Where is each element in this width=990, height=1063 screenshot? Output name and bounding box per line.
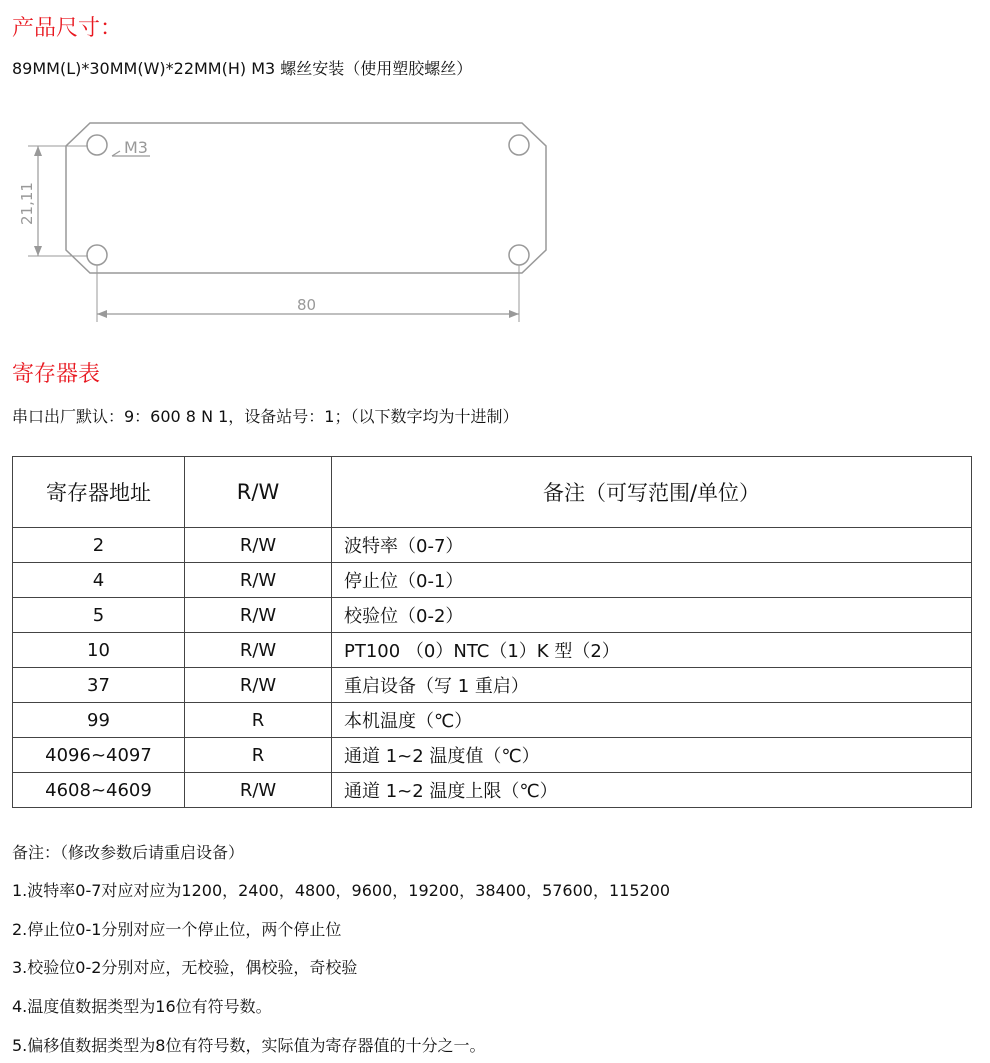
cell-rw: R/W <box>185 563 332 598</box>
notes-title: 备注：（修改参数后请重启设备） <box>12 843 245 862</box>
table-row <box>13 738 972 773</box>
cell-address: 5 <box>13 598 185 633</box>
cell-note: 校验位（0-2） <box>332 598 972 633</box>
cell-note: 停止位（0-1） <box>332 563 972 598</box>
cell-note: 波特率（0-7） <box>332 528 972 563</box>
size-spec: 89MM(L)*30MM(W)*22MM(H) M3 螺丝安装（使用塑胶螺丝） <box>12 59 473 78</box>
cell-address: 4608~4609 <box>13 773 185 808</box>
note-item: 4.温度值数据类型为16位有符号数。 <box>12 997 272 1016</box>
mount-hole-top-left <box>87 135 107 155</box>
table-header-row <box>13 457 972 528</box>
serial-default-info: 串口出厂默认：9：600 8 N 1，设备站号：1；（以下数字均为十进制） <box>12 407 519 426</box>
mount-hole-bottom-left <box>87 245 107 265</box>
cell-note: PT100 （0）NTC（1）K 型（2） <box>332 633 972 668</box>
note-item: 5.偏移值数据类型为8位有符号数，实际值为寄存器值的十分之一。 <box>12 1036 486 1055</box>
cell-rw: R/W <box>185 668 332 703</box>
header-rw: R/W <box>185 457 332 528</box>
table-row <box>13 563 972 598</box>
cell-note: 重启设备（写 1 重启） <box>332 668 972 703</box>
mount-hole-bottom-right <box>509 245 529 265</box>
cell-rw: R <box>185 703 332 738</box>
cell-rw: R/W <box>185 598 332 633</box>
hole-label: M3 <box>124 138 148 157</box>
register-heading: 寄存器表 <box>12 362 101 387</box>
header-address: 寄存器地址 <box>13 457 185 528</box>
cell-rw: R/W <box>185 633 332 668</box>
height-dimension: 21,11 <box>18 182 36 225</box>
note-item: 3.校验位0-2分别对应，无校验，偶校验，奇校验 <box>12 958 358 977</box>
cell-address: 4096~4097 <box>13 738 185 773</box>
mount-hole-top-right <box>509 135 529 155</box>
cell-address: 99 <box>13 703 185 738</box>
width-dimension: 80 <box>297 296 317 314</box>
cell-note: 本机温度（℃） <box>332 703 972 738</box>
cell-address: 2 <box>13 528 185 563</box>
table-row <box>13 528 972 563</box>
cell-note: 通道 1~2 温度值（℃） <box>332 738 972 773</box>
cell-address: 4 <box>13 563 185 598</box>
size-heading: 产品尺寸： <box>12 16 123 41</box>
cell-rw: R/W <box>185 528 332 563</box>
cell-address: 37 <box>13 668 185 703</box>
cell-rw: R <box>185 738 332 773</box>
table-row <box>13 703 972 738</box>
cell-rw: R/W <box>185 773 332 808</box>
table-row <box>13 773 972 808</box>
cell-address: 10 <box>13 633 185 668</box>
table-row <box>13 668 972 703</box>
header-note: 备注（可写范围/单位） <box>332 457 972 528</box>
table-row <box>13 633 972 668</box>
register-table <box>12 456 972 808</box>
note-item: 2.停止位0-1分别对应一个停止位，两个停止位 <box>12 920 342 939</box>
cell-note: 通道 1~2 温度上限（℃） <box>332 773 972 808</box>
table-row <box>13 598 972 633</box>
note-item: 1.波特率0-7对应对应为1200，2400，4800，9600，19200，38400，57600，115200 <box>12 881 671 900</box>
dimension-drawing <box>0 100 600 330</box>
